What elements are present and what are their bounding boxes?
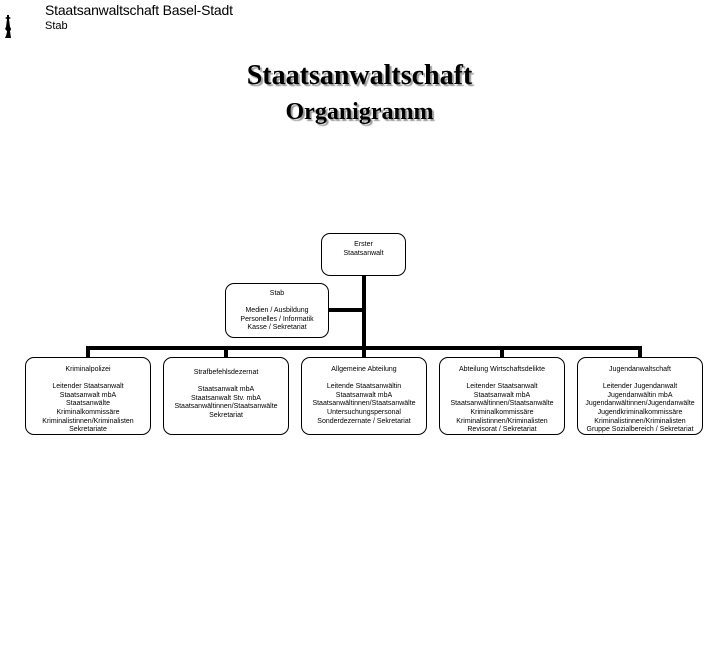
- org-box-title: Abteilung Wirtschaftsdelikte: [459, 366, 545, 373]
- org-box-line: Sonderdezernate / Sekretariat: [317, 417, 411, 425]
- org-box-strafbefehlsdezernat: [163, 357, 289, 435]
- page-subtitle: Organigramm: [285, 99, 434, 125]
- org-box-line: Medien / Ausbildung: [245, 307, 309, 315]
- org-box-title: Stab: [269, 290, 285, 297]
- org-box-line: Kriminalistinnen/Kriminalisten: [42, 417, 134, 425]
- org-box-line: Jugendkriminalkommissäre: [597, 408, 683, 416]
- org-box-line: Jugendanwältin mbA: [607, 391, 673, 399]
- org-box-wirtschaftsdelikte: [439, 357, 565, 435]
- org-box-line: Leitender Jugendanwalt: [602, 383, 678, 391]
- org-box-line: Kriminalistinnen/Kriminalisten: [594, 417, 686, 425]
- org-box-title: Strafbefehlsdezernat: [193, 369, 259, 376]
- org-box-line: Jugendanwältinnen/Jugendanwälte: [585, 400, 695, 408]
- org-box-kriminalpolizei: [25, 357, 151, 435]
- org-box-line: Leitender Staatsanwalt: [466, 383, 538, 391]
- org-box-line: Staatsanwälte: [66, 400, 110, 408]
- org-box-title: Kriminalpolizei: [65, 366, 111, 373]
- org-box-allgemeine-abteilung: [301, 357, 427, 435]
- org-box-line: Staatsanwalt: [343, 249, 384, 257]
- org-box-line: Staatsanwältinnen/Staatsanwälte: [312, 400, 416, 408]
- org-box-line: Staatsanwalt Stv. mbA: [191, 394, 261, 402]
- org-box-line: Personelles / Informatik: [240, 315, 314, 323]
- org-box-line: Sekretariate: [69, 426, 107, 434]
- org-box-line: Staatsanwalt mbA: [59, 391, 117, 399]
- org-box-erster-staatsanwalt: [321, 233, 406, 276]
- org-box-line: Kriminalkommissäre: [56, 408, 120, 416]
- org-box-line: Kasse / Sekretariat: [247, 324, 307, 332]
- page-title: Staatsanwaltschaft: [246, 60, 473, 91]
- org-box-line: Gruppe Sozialbereich / Sekretariat: [586, 426, 694, 434]
- org-box-line: Untersuchungspersonal: [327, 408, 401, 416]
- org-box-title: Jugendanwaltschaft: [609, 366, 671, 373]
- org-box-line: Staatsanwalt mbA: [335, 391, 393, 399]
- org-box-title: Allgemeine Abteilung: [331, 366, 397, 373]
- org-box-line: Leitender Staatsanwalt: [52, 383, 124, 391]
- org-box-stab: [225, 283, 329, 338]
- org-box-line: Staatsanwältinnen/Staatsanwälte: [174, 403, 278, 411]
- org-subtitle: Stab: [45, 20, 68, 32]
- org-box-line: Leitende Staatsanwältin: [326, 383, 402, 391]
- org-box-line: Staatsanwalt mbA: [473, 391, 531, 399]
- org-box-line: Staatsanwältinnen/Staatsanwälte: [450, 400, 554, 408]
- org-box-title: Erster: [354, 241, 373, 248]
- org-box-line: Sekretariat: [209, 411, 243, 419]
- org-box-jugendanwaltschaft: [577, 357, 703, 435]
- org-box-line: Kriminalistinnen/Kriminalisten: [456, 417, 548, 425]
- org-box-line: Staatsanwalt mbA: [197, 386, 255, 394]
- org-box-line: Kriminalkommissäre: [470, 408, 534, 416]
- org-box-line: Revisorat / Sekretariat: [467, 426, 537, 434]
- org-name: Staatsanwaltschaft Basel-Stadt: [45, 2, 233, 18]
